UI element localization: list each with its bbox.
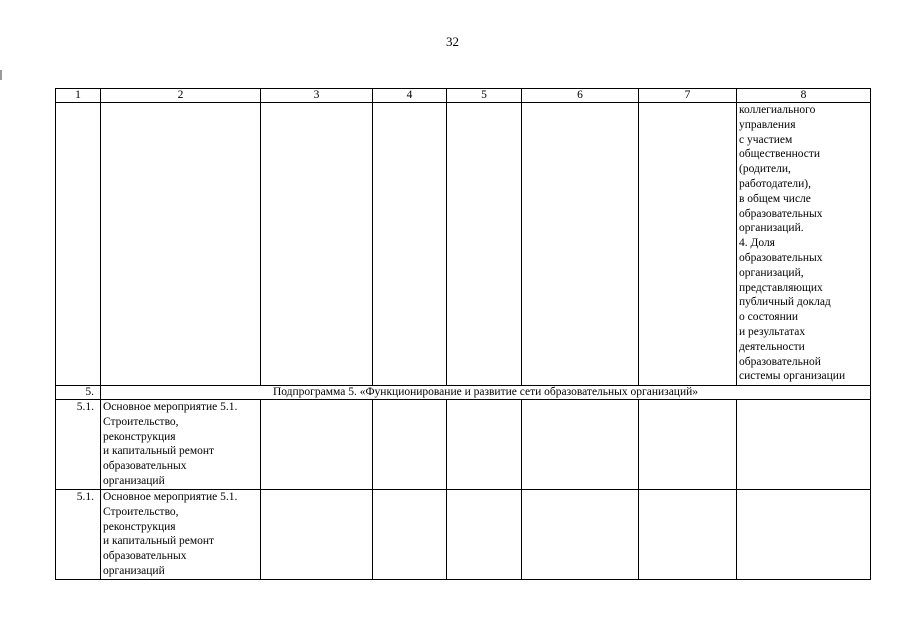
text-line: общественности — [739, 148, 821, 161]
empty-cell — [737, 400, 871, 490]
text-line: и капитальный ремонт — [103, 535, 215, 548]
text-line: и результатах — [739, 325, 806, 338]
scan-edge-mark — [0, 70, 2, 80]
text-line: Основное мероприятие 5.1. — [103, 491, 238, 503]
subprogram-row — [56, 386, 871, 400]
text-line: управления — [739, 118, 796, 131]
header-cell-4: 4 — [373, 89, 447, 103]
text-line: (родители, — [739, 163, 791, 176]
continuation-row — [56, 103, 871, 386]
text-line: и капитальный ремонт — [103, 445, 215, 458]
text-line: реконструкция — [103, 430, 176, 443]
subprogram-number: 5. — [56, 386, 101, 400]
empty-cell — [373, 103, 447, 386]
empty-cell — [373, 400, 447, 490]
empty-cell — [101, 103, 261, 386]
text-line: деятельности — [739, 340, 805, 353]
header-cell-6: 6 — [522, 89, 639, 103]
text-line: организаций, — [739, 266, 804, 279]
header-cell-3: 3 — [261, 89, 373, 103]
text-line: с участием — [739, 133, 793, 146]
activity-cell — [101, 490, 261, 580]
text-line: организаций — [103, 474, 165, 487]
text-line: образовательных — [103, 460, 187, 473]
text-line: представляющих — [739, 281, 823, 294]
text-line: образовательной — [739, 355, 821, 368]
page-number: 32 — [446, 34, 459, 49]
table-header-row — [56, 89, 871, 103]
text-line: коллегиального — [739, 104, 816, 116]
indicator-text-cell — [737, 103, 871, 386]
text-line: Строительство, — [103, 505, 179, 518]
text-line: образовательных — [739, 207, 823, 220]
text-line: организаций — [103, 564, 165, 577]
empty-cell — [522, 400, 639, 490]
empty-cell — [447, 490, 522, 580]
program-table — [55, 88, 871, 580]
text-line: в общем числе — [739, 192, 811, 205]
empty-cell — [639, 103, 737, 386]
text-line: реконструкция — [103, 520, 176, 533]
text-line: организаций. — [739, 222, 804, 235]
text-line: 4. Доля — [739, 237, 775, 250]
empty-cell — [522, 490, 639, 580]
row-number: 5.1. — [56, 400, 101, 490]
empty-cell — [447, 400, 522, 490]
activity-cell — [101, 400, 261, 490]
text-line: публичный доклад — [739, 296, 831, 309]
text-line: Строительство, — [103, 415, 179, 428]
header-cell-1: 1 — [56, 89, 101, 103]
empty-cell — [261, 490, 373, 580]
table-row — [56, 400, 871, 490]
text-line: работодатели), — [739, 177, 811, 190]
empty-cell — [261, 400, 373, 490]
row-number: 5.1. — [56, 490, 101, 580]
header-cell-2: 2 — [101, 89, 261, 103]
empty-cell — [639, 400, 737, 490]
empty-cell — [639, 490, 737, 580]
header-cell-5: 5 — [447, 89, 522, 103]
subprogram-title: Подпрограмма 5. «Функционирование и развитие сети образовательных организаций» — [101, 386, 871, 400]
text-line: образовательных — [739, 251, 823, 264]
empty-cell — [373, 490, 447, 580]
text-line: о состоянии — [739, 311, 799, 324]
empty-cell — [522, 103, 639, 386]
header-cell-7: 7 — [639, 89, 737, 103]
table-row — [56, 490, 871, 580]
empty-cell — [56, 103, 101, 386]
text-line: Основное мероприятие 5.1. — [103, 401, 238, 413]
empty-cell — [447, 103, 522, 386]
header-cell-8: 8 — [737, 89, 871, 103]
empty-cell — [737, 490, 871, 580]
text-line: образовательных — [103, 550, 187, 563]
text-line: системы организации — [739, 370, 846, 383]
empty-cell — [261, 103, 373, 386]
